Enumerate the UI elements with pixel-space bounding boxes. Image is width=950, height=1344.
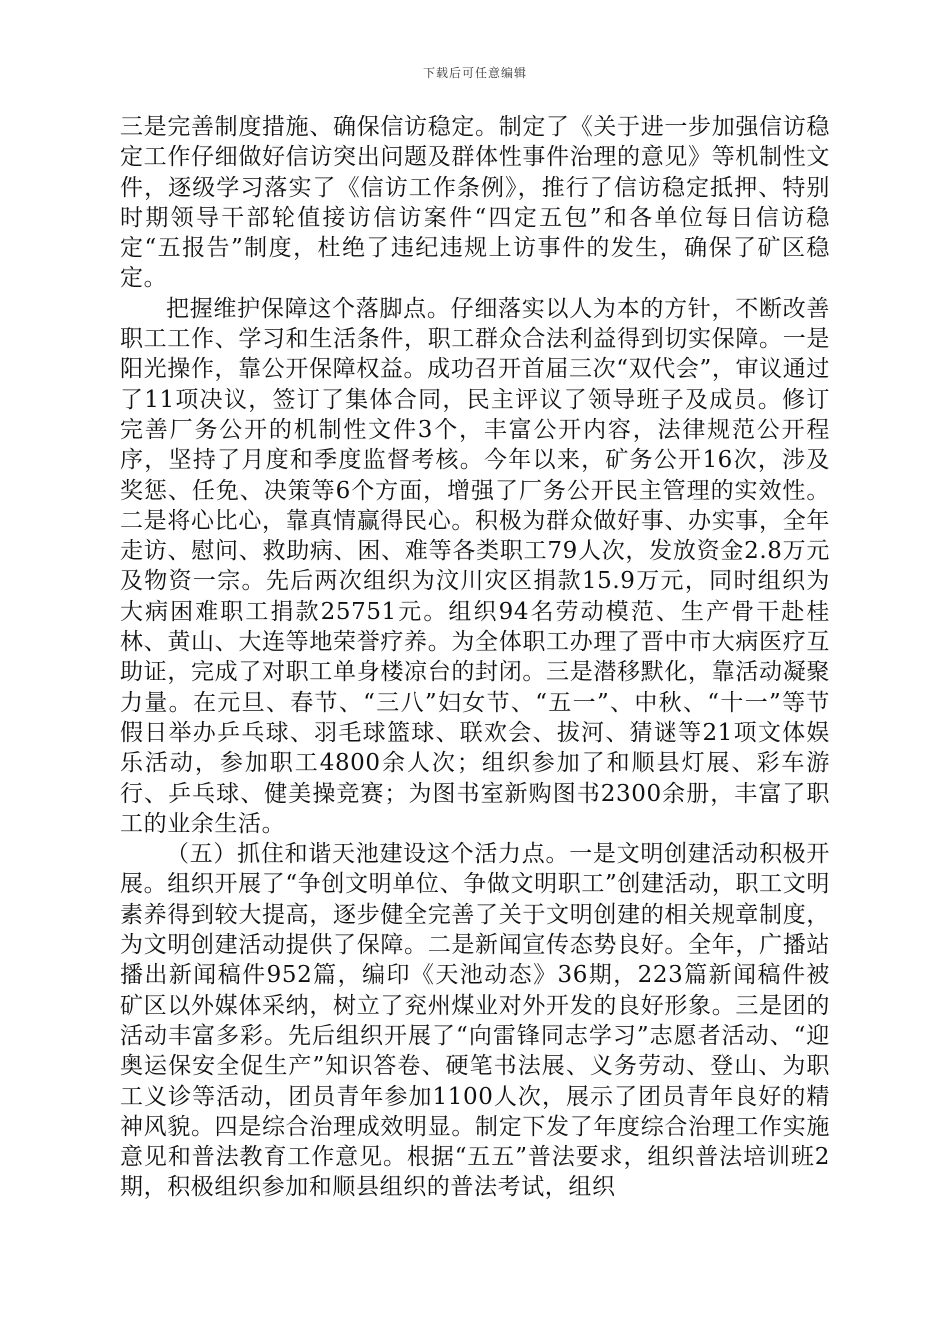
paragraph-petition-stability: 三是完善制度措施、确保信访稳定。制定了《关于进一步加强信访稳定工作仔细做好信访突出问题及群体性事件治理的意见》等机制性文件，逐级学习落实了《信访工作条例》，推行了信访稳定抵押、特别时期领导干部轮值接访信访案件“四定五包”和各单位每日信访稳定“五报告”制度，杜绝了违纪违规上访事件的发生，确保了矿区稳定。 — [120, 114, 830, 292]
paragraph-harmonious-tianchi: （五）抓住和谐天池建设这个活力点。一是文明创建活动积极开展。组织开展了“争创文明单位、争做文明职工”创建活动，职工文明素养得到较大提高，逐步健全完善了关于文明创建的相关规章制度，为文明创建活动提供了保障。二是新闻宣传态势良好。全年，广播站播出新闻稿件952篇，编印《天池动态》36期，223篇新闻稿件被矿区以外媒体采纳，树立了兖州煤业对外开发的良好形象。三是团的活动丰富多彩。先后组织开展了“向雷锋同志学习”志愿者活动、“迎奥运保安全促生产”知识答卷、硬笔书法展、义务劳动、登山、为职工义诊等活动，团员青年参加1100人次，展示了团员青年良好的精神风貌。四是综合治理成效明显。制定下发了年度综合治理工作实施意见和普法教育工作意见。根据“五五”普法要求，组织普法培训班2期，积极组织参加和顺县组织的普法考试，组织 — [120, 841, 830, 1201]
paragraph-safeguard-rights: 把握维护保障这个落脚点。仔细落实以人为本的方针，不断改善职工工作、学习和生活条件，职工群众合法利益得到切实保障。一是阳光操作，靠公开保障权益。成功召开首届三次“双代会”，审议通过了11项决议，签订了集体合同，民主评议了领导班子及成员。修订完善厂务公开的机制性文件3个，丰富公开内容，法律规范公开程序，坚持了月度和季度监督考核。今年以来，矿务公开16次，涉及奖惩、任免、决策等6个方面，增强了厂务公开民主管理的实效性。二是将心比心，靠真情赢得民心。积极为群众做好事、办实事，全年走访、慰问、救助病、困、难等各类职工79人次，发放资金2.8万元及物资一宗。先后两次组织为汶川灾区捐款15.9万元，同时组织为大病困难职工捐款25751元。组织94名劳动模范、生产骨干赴桂林、黄山、大连等地荣誉疗养。为全体职工办理了晋中市大病医疗互助证，完成了对职工单身楼凉台的封闭。三是潜移默化，靠活动凝聚力量。在元旦、春节、“三八”妇女节、“五一”、中秋、“十一”等节假日举办乒乓球、羽毛球篮球、联欢会、拔河、猜谜等21项文体娱乐活动，参加职工4800余人次；组织参加了和顺县灯展、彩车游行、乒乓球、健美操竞赛；为图书室新购图书2300余册，丰富了职工的业余生活。 — [120, 295, 830, 837]
page-header: 下载后可任意编辑 — [422, 66, 527, 80]
document-body — [120, 112, 830, 1203]
